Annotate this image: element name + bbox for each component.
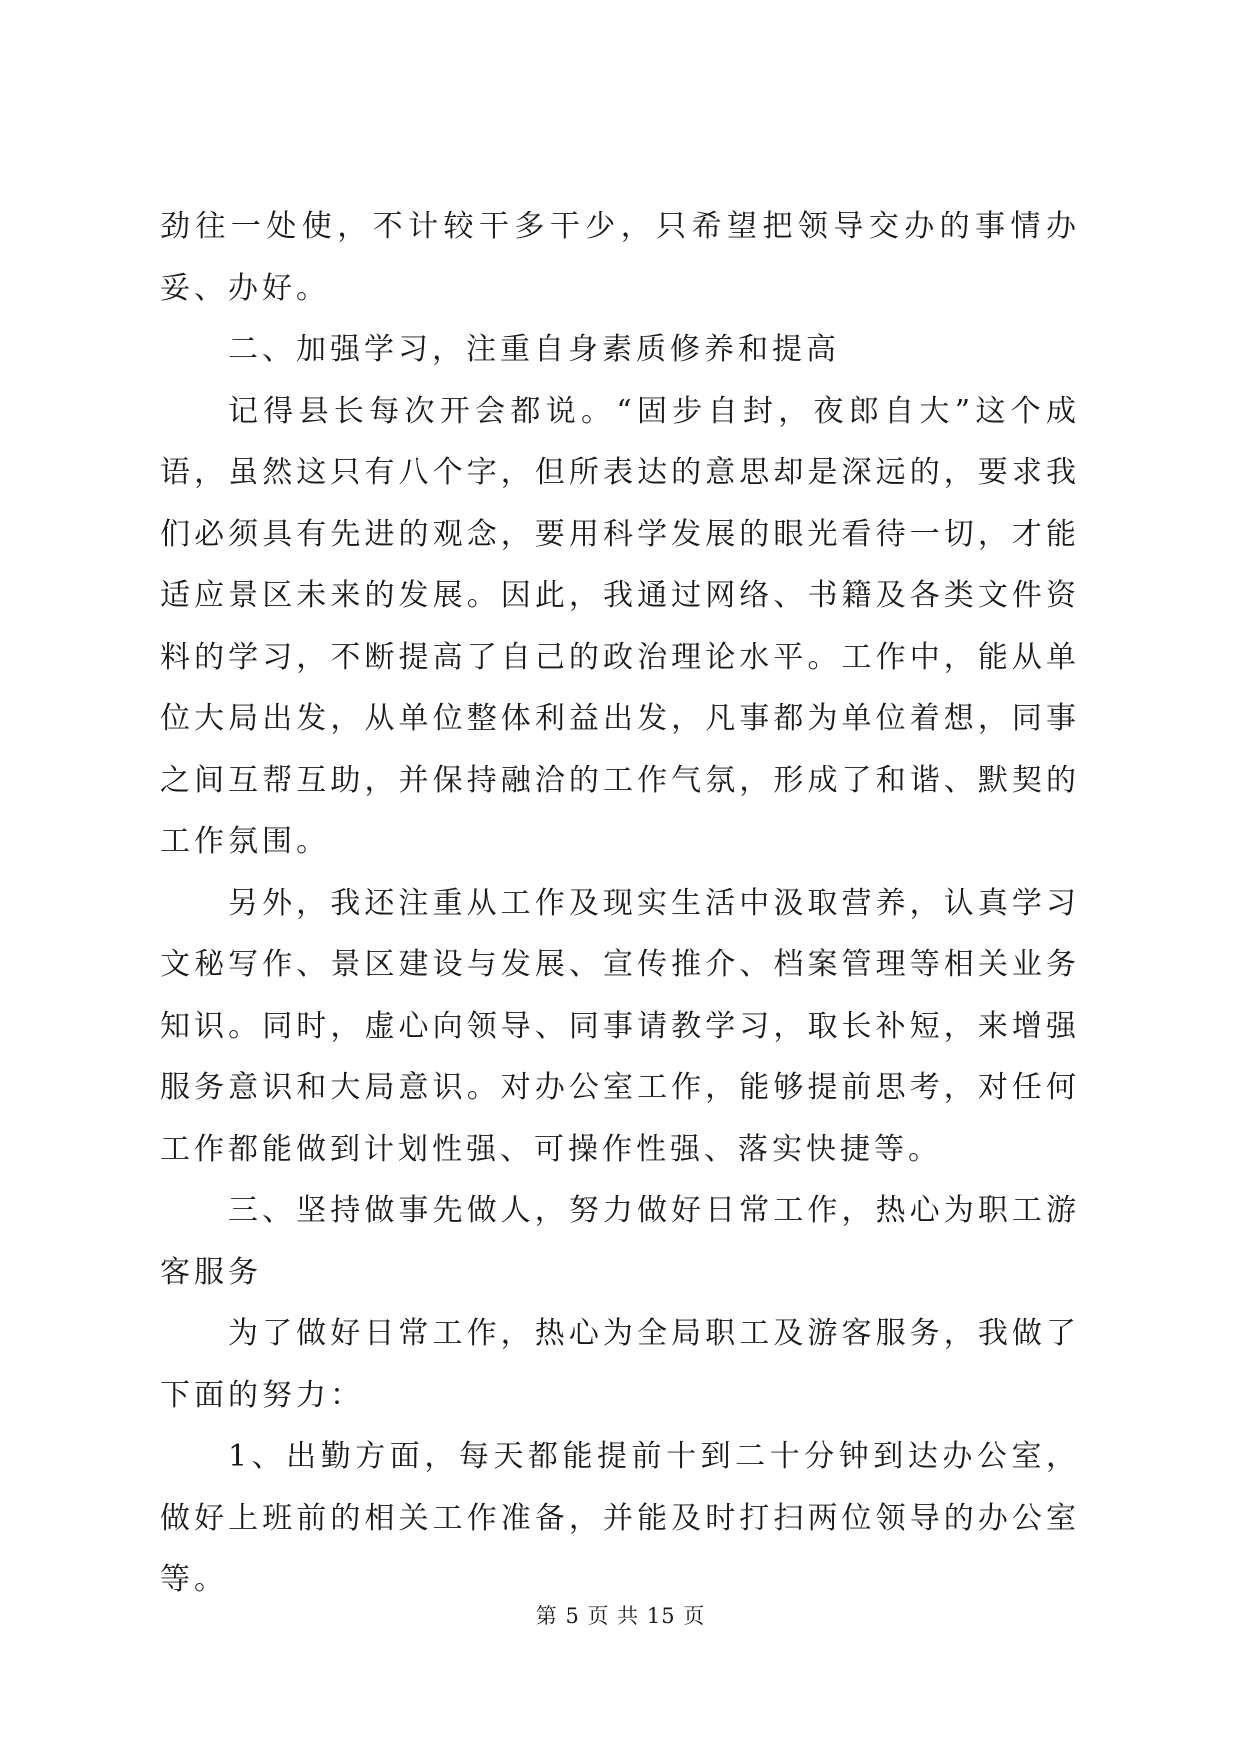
paragraph-continuation: 劲往一处使，不计较干多干少，只希望把领导交办的事情办妥、办好。 [160,209,1080,306]
page-number-footer: 第 5 页 共 15 页 [535,1604,706,1628]
paragraph-study: 记得县长每次开会都说。“固步自封，夜郎自大”这个成语，虽然这只有八个字，但所表达的意思却是深远的，要求我们必须具有先进的观念，要用科学发展的眼光看待一切，才能适应景区未来的发展。因此，我通过网络、书籍及各类文件资料的学习，不断提高了自己的政治理论水平。工作中，能从单位大局出发，从单位整体利益出发，凡事都为单位着想，同事之间互帮互助，并保持融洽的工作气氛，形成了和谐、默契的工作氛围。 [160,393,1080,859]
paragraph-additionally: 另外，我还注重从工作及现实生活中汲取营养，认真学习文秘写作、景区建设与发展、宣传推介、档案管理等相关业务知识。同时，虚心向领导、同事请教学习，取长补短，来增强服务意识和大局意识。对办公室工作，能够提前思考，对任何工作都能做到计划性强、可操作性强、落实快捷等。 [160,885,1080,1167]
paragraph-attendance: 1、出勤方面，每天都能提前十到二十分钟到达办公室，做好上班前的相关工作准备，并能及时打扫两位领导的办公室等。 [160,1439,1080,1597]
section-heading-2: 二、加强学习，注重自身素质修养和提高 [228,332,840,367]
section-heading-3: 三、坚持做事先做人，努力做好日常工作，热心为职工游客服务 [160,1193,1080,1290]
document-body [160,196,1080,1611]
paragraph-daily-work: 为了做好日常工作，热心为全局职工及游客服务，我做了下面的努力： [160,1316,1080,1413]
